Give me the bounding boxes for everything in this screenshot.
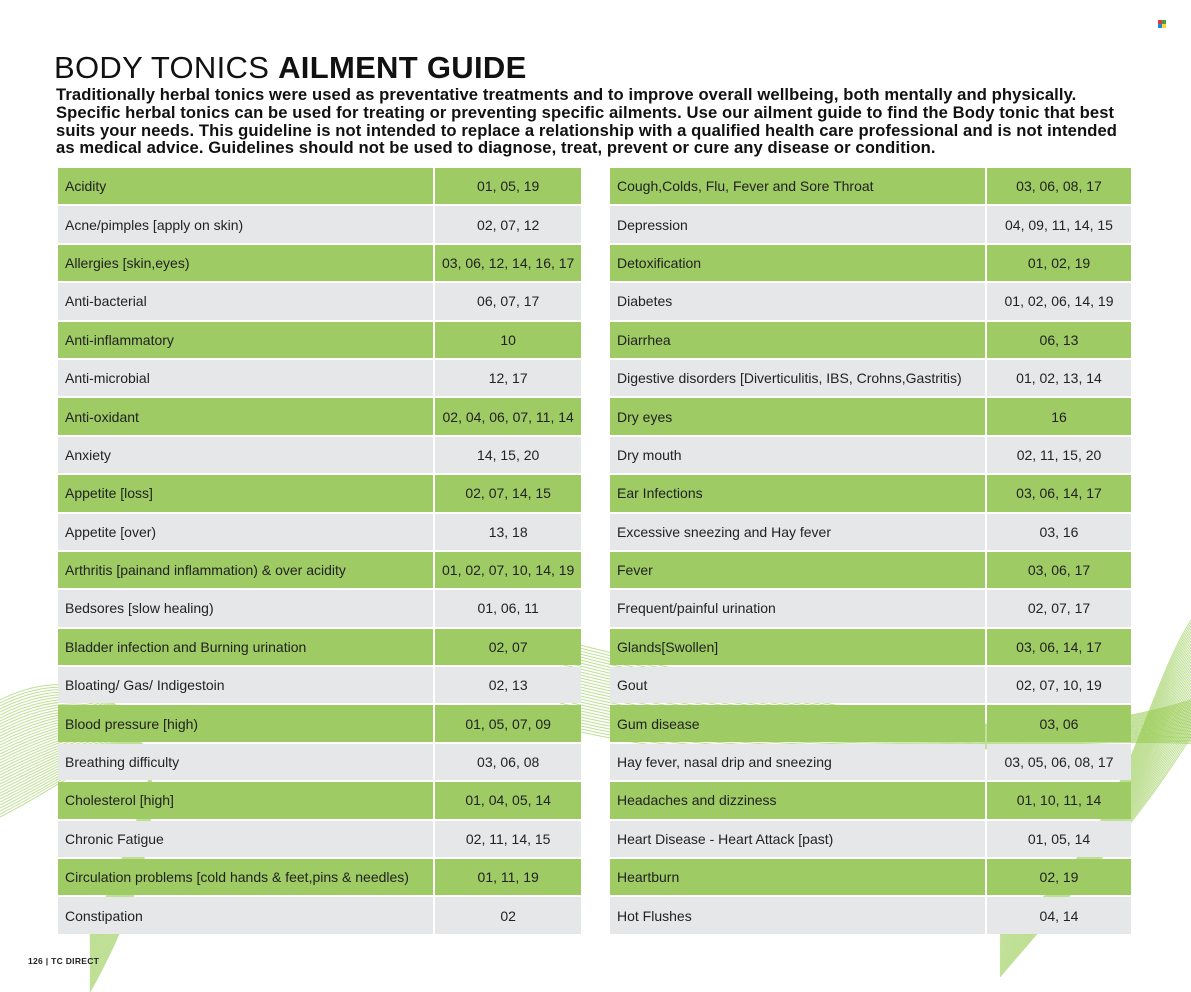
table-row	[58, 475, 581, 511]
tonic-numbers-cell: 02, 07	[435, 629, 581, 665]
tonic-numbers-cell: 03, 06, 12, 14, 16, 17	[435, 245, 581, 281]
table-row	[58, 897, 581, 933]
ailment-cell: Heart Disease - Heart Attack [past)	[610, 821, 985, 857]
ailment-cell: Circulation problems [cold hands & feet,pins & needles)	[58, 859, 433, 895]
page-number: 126	[28, 956, 44, 966]
tonic-numbers-cell: 02, 11, 14, 15	[435, 821, 581, 857]
tonic-numbers-cell: 03, 06, 17	[987, 552, 1131, 588]
footer-separator: |	[45, 956, 49, 966]
table-row	[610, 667, 1131, 703]
ailment-cell: Appetite [loss]	[58, 475, 433, 511]
ailment-cell: Headaches and dizziness	[610, 782, 985, 818]
tonic-numbers-cell: 01, 06, 11	[435, 590, 581, 626]
tonic-numbers-cell: 03, 06, 14, 17	[987, 629, 1131, 665]
ailment-cell: Excessive sneezing and Hay fever	[610, 514, 985, 550]
tonic-numbers-cell: 01, 05, 19	[435, 168, 581, 204]
tonic-numbers-cell: 01, 11, 19	[435, 859, 581, 895]
ailment-table-right	[608, 166, 1133, 936]
ailment-cell: Breathing difficulty	[58, 744, 433, 780]
tonic-numbers-cell: 04, 14	[987, 897, 1131, 933]
tonic-numbers-cell: 13, 18	[435, 514, 581, 550]
ailment-cell: Bloating/ Gas/ Indigestoin	[58, 667, 433, 703]
table-row	[58, 667, 581, 703]
ailment-cell: Detoxification	[610, 245, 985, 281]
ailment-cell: Gum disease	[610, 705, 985, 741]
tonic-numbers-cell: 16	[987, 398, 1131, 434]
table-row	[610, 514, 1131, 550]
table-row	[58, 283, 581, 319]
tonic-numbers-cell: 01, 04, 05, 14	[435, 782, 581, 818]
table-row	[610, 475, 1131, 511]
tonic-numbers-cell: 06, 07, 17	[435, 283, 581, 319]
ailment-cell: Glands[Swollen]	[610, 629, 985, 665]
ailment-cell: Cholesterol [high]	[58, 782, 433, 818]
table-row	[610, 245, 1131, 281]
ailment-cell: Hot Flushes	[610, 897, 985, 933]
ailment-cell: Digestive disorders [Diverticulitis, IBS, Crohns,Gastritis)	[610, 360, 985, 396]
ailment-cell: Arthritis [painand inflammation) & over acidity	[58, 552, 433, 588]
ailment-cell: Blood pressure [high)	[58, 705, 433, 741]
ailment-cell: Anti-oxidant	[58, 398, 433, 434]
intro-paragraph: Traditionally herbal tonics were used as preventative treatments and to improve overall wellbeing, both mentally and physically. Specific herbal tonics can be used for treating or preventing specific ailments. Use our ailment guide to find the Body tonic that best suits your needs. This guideline is not intended to replace a relationship with a qualified health care professional and is not intended as medical advice. Guidelines should not be used to diagnose, treat, prevent or cure any disease or condition.	[56, 85, 1118, 158]
table-row	[58, 398, 581, 434]
tonic-numbers-cell: 02	[435, 897, 581, 933]
table-row	[58, 629, 581, 665]
ailment-cell: Hay fever, nasal drip and sneezing	[610, 744, 985, 780]
tonic-numbers-cell: 14, 15, 20	[435, 437, 581, 473]
tonic-numbers-cell: 03, 06, 14, 17	[987, 475, 1131, 511]
ailment-cell: Bedsores [slow healing)	[58, 590, 433, 626]
table-row	[58, 168, 581, 204]
tonic-numbers-cell: 02, 07, 10, 19	[987, 667, 1131, 703]
table-row	[610, 744, 1131, 780]
table-row	[58, 705, 581, 741]
ailment-cell: Constipation	[58, 897, 433, 933]
ailment-cell: Fever	[610, 552, 985, 588]
tonic-numbers-cell: 02, 07, 17	[987, 590, 1131, 626]
ailment-cell: Anti-microbial	[58, 360, 433, 396]
table-row	[58, 552, 581, 588]
table-row	[610, 322, 1131, 358]
page-title	[54, 49, 527, 87]
tonic-numbers-cell: 01, 02, 06, 14, 19	[987, 283, 1131, 319]
table-row	[610, 437, 1131, 473]
tonic-numbers-cell: 03, 16	[987, 514, 1131, 550]
ailment-cell: Dry eyes	[610, 398, 985, 434]
table-row	[58, 859, 581, 895]
table-row	[58, 245, 581, 281]
ailment-cell: Dry mouth	[610, 437, 985, 473]
tonic-numbers-cell: 04, 09, 11, 14, 15	[987, 206, 1131, 242]
ailment-cell: Diarrhea	[610, 322, 985, 358]
table-row	[610, 821, 1131, 857]
ailment-cell: Anxiety	[58, 437, 433, 473]
ailment-cell: Acne/pimples [apply on skin)	[58, 206, 433, 242]
tonic-numbers-cell: 01, 02, 13, 14	[987, 360, 1131, 396]
table-row	[58, 360, 581, 396]
ailment-cell: Allergies [skin,eyes)	[58, 245, 433, 281]
table-row	[610, 398, 1131, 434]
tonic-numbers-cell: 03, 06	[987, 705, 1131, 741]
table-row	[610, 590, 1131, 626]
title-light: BODY TONICS	[54, 50, 270, 85]
table-row	[58, 782, 581, 818]
tonic-numbers-cell: 06, 13	[987, 322, 1131, 358]
tonic-numbers-cell: 01, 10, 11, 14	[987, 782, 1131, 818]
ailment-cell: Ear Infections	[610, 475, 985, 511]
tonic-numbers-cell: 02, 11, 15, 20	[987, 437, 1131, 473]
corner-color-mark	[1158, 20, 1166, 28]
tonic-numbers-cell: 02, 13	[435, 667, 581, 703]
table-row	[610, 782, 1131, 818]
ailment-cell: Appetite [over)	[58, 514, 433, 550]
table-row	[610, 897, 1131, 933]
ailment-cell: Depression	[610, 206, 985, 242]
ailment-cell: Heartburn	[610, 859, 985, 895]
tonic-numbers-cell: 03, 05, 06, 08, 17	[987, 744, 1131, 780]
tonic-numbers-cell: 02, 04, 06, 07, 11, 14	[435, 398, 581, 434]
tonic-numbers-cell: 10	[435, 322, 581, 358]
table-row	[58, 744, 581, 780]
ailment-cell: Anti-inflammatory	[58, 322, 433, 358]
tonic-numbers-cell: 01, 02, 19	[987, 245, 1131, 281]
ailment-cell: Bladder infection and Burning urination	[58, 629, 433, 665]
page-footer	[28, 956, 99, 966]
tonic-numbers-cell: 01, 05, 07, 09	[435, 705, 581, 741]
ailment-cell: Gout	[610, 667, 985, 703]
table-row	[610, 360, 1131, 396]
tonic-numbers-cell: 02, 07, 12	[435, 206, 581, 242]
publication-name: TC DIRECT	[51, 956, 100, 966]
tonic-numbers-cell: 03, 06, 08, 17	[987, 168, 1131, 204]
ailment-cell: Diabetes	[610, 283, 985, 319]
table-row	[610, 283, 1131, 319]
table-row	[58, 821, 581, 857]
ailment-cell: Frequent/painful urination	[610, 590, 985, 626]
tonic-numbers-cell: 02, 19	[987, 859, 1131, 895]
table-row	[58, 206, 581, 242]
table-row	[610, 206, 1131, 242]
title-bold: AILMENT GUIDE	[278, 50, 527, 85]
tonic-numbers-cell: 01, 05, 14	[987, 821, 1131, 857]
tonic-numbers-cell: 12, 17	[435, 360, 581, 396]
table-row	[58, 437, 581, 473]
tonic-numbers-cell: 02, 07, 14, 15	[435, 475, 581, 511]
table-row	[610, 705, 1131, 741]
tonic-numbers-cell: 03, 06, 08	[435, 744, 581, 780]
table-row	[610, 168, 1131, 204]
table-row	[58, 590, 581, 626]
ailment-cell: Acidity	[58, 168, 433, 204]
table-row	[58, 514, 581, 550]
table-row	[610, 859, 1131, 895]
ailment-table-left	[56, 166, 583, 936]
ailment-cell: Chronic Fatigue	[58, 821, 433, 857]
ailment-cell: Anti-bacterial	[58, 283, 433, 319]
table-row	[610, 552, 1131, 588]
ailment-cell: Cough,Colds, Flu, Fever and Sore Throat	[610, 168, 985, 204]
table-row	[610, 629, 1131, 665]
table-row	[58, 322, 581, 358]
tonic-numbers-cell: 01, 02, 07, 10, 14, 19	[435, 552, 581, 588]
